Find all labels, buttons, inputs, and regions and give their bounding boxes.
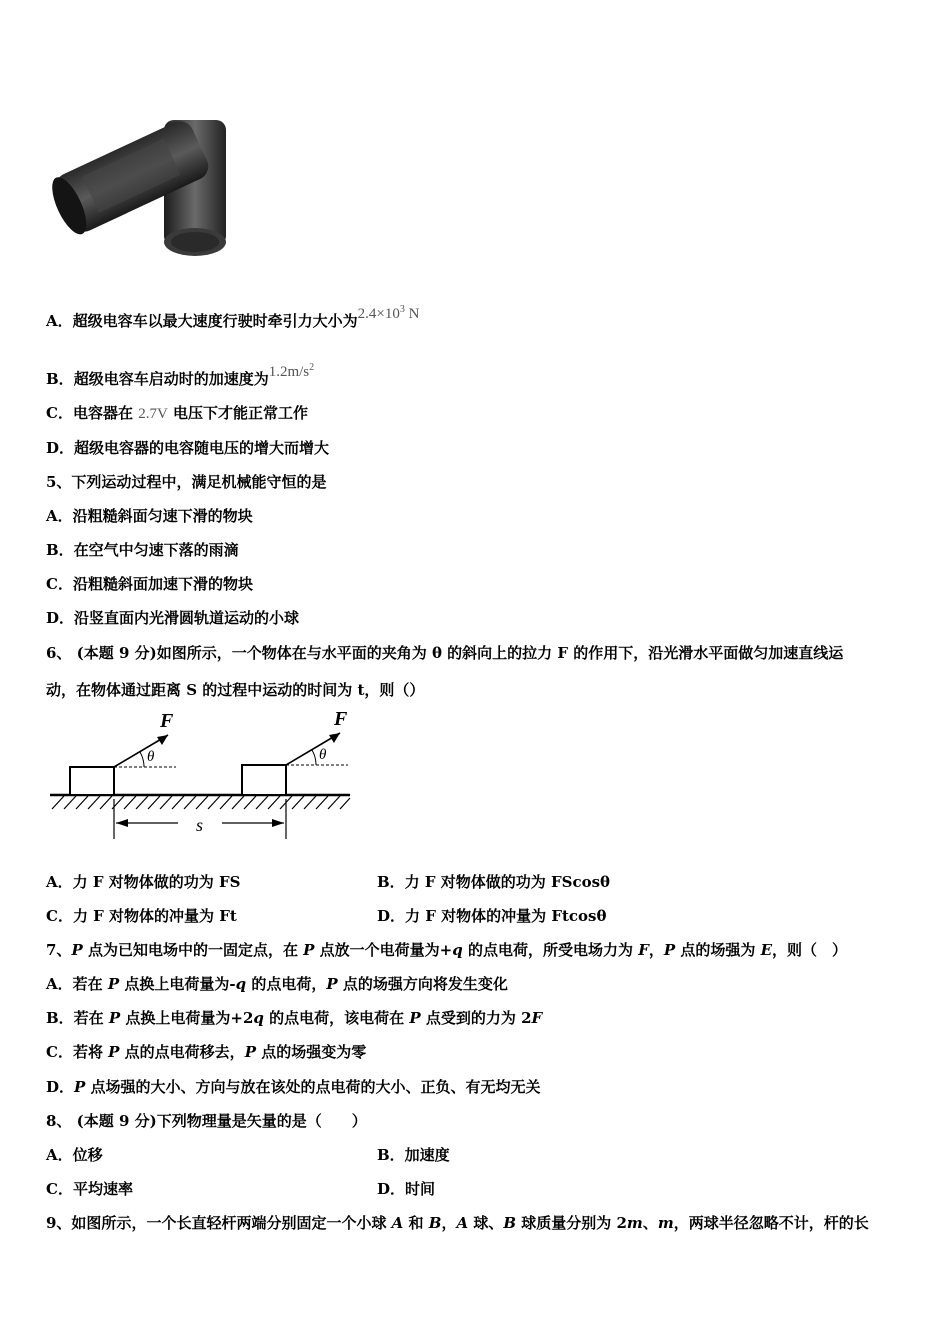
option-5a: A．沿粗糙斜面匀速下滑的物块 (46, 507, 253, 525)
force-label: F (334, 708, 348, 730)
option-prefix: B． (46, 370, 74, 388)
option-4d: D．超级电容器的电容随电压的增大而增大 (46, 439, 330, 457)
force-diagram (46, 705, 356, 847)
block-end (242, 765, 286, 795)
question-5-stem: 5、下列运动过程中，满足机械能守恒的是 (46, 473, 327, 491)
option-4b (46, 358, 314, 389)
option-6d: D．力 F 对物体的冲量为 Ftcosθ (377, 907, 607, 925)
option-5b: B．在空气中匀速下落的雨滴 (46, 541, 239, 559)
option-6a: A．力 F 对物体做的功为 FS (46, 873, 241, 891)
distance-label: s (196, 815, 204, 835)
option-prefix: C． (46, 404, 73, 422)
capacitor-photo (46, 96, 236, 262)
distance-arrowhead-left (116, 819, 128, 827)
force-formula: $2.4\times 10^3$ N (357, 304, 420, 322)
block-start (70, 767, 114, 795)
angle-label: θ (147, 749, 155, 765)
option-prefix: A． (46, 312, 73, 330)
acceleration-formula: $1.2m/s^2$ (268, 362, 315, 380)
option-text: 电压下才能正常工作 (167, 404, 309, 422)
question-9-stem: 9、如图所示，一个长直轻杆两端分别固定一个小球 A 和 B，A 球、B 球质量分别为 2m、m，两球半径忽略不计，杆的长 (46, 1214, 869, 1232)
option-7c: C．若将 P 点的点电荷移去，P 点的场强变为零 (46, 1043, 367, 1061)
option-7a: A．若在 P 点换上电荷量为-q 的点电荷，P 点的场强方向将发生变化 (46, 975, 508, 993)
angle-label: θ (319, 747, 327, 763)
angle-arc (140, 752, 144, 767)
option-6c: C．力 F 对物体的冲量为 Ft (46, 907, 237, 925)
voltage-formula: 2.7V (138, 406, 168, 422)
option-text: 电容器在 (72, 404, 139, 422)
question-7-stem: 7、P 点为已知电场中的一固定点，在 P 点放一个电荷量为+q 的点电荷，所受电场力为 F，P 点的场强为 E，则（ ） (46, 941, 848, 959)
option-4c (46, 403, 308, 424)
option-8a: A．位移 (46, 1146, 103, 1164)
option-5c: C．沿粗糙斜面加速下滑的物块 (46, 575, 253, 593)
question-8-stem: 8、 (本题 9 分)下列物理量是矢量的是（ ） (46, 1112, 367, 1130)
option-8d: D．时间 (377, 1180, 436, 1198)
angle-arc (312, 750, 316, 765)
option-8b: B．加速度 (377, 1146, 450, 1164)
option-5d: D．沿竖直面内光滑圆轨道运动的小球 (46, 609, 300, 627)
option-text: 超级电容车启动时的加速度为 (73, 370, 269, 388)
option-text: 超级电容车以最大速度行驶时牵引力大小为 (72, 312, 358, 330)
ground-hatching (52, 796, 350, 809)
force-label: F (160, 710, 174, 732)
option-4a (46, 300, 419, 331)
distance-arrowhead-right (272, 819, 284, 827)
option-7d: D．P 点场强的大小、方向与放在该处的点电荷的大小、正负、有无均无关 (46, 1078, 541, 1096)
question-6-stem-line1: 6、 (本题 9 分)如图所示，一个物体在与水平面的夹角为 θ 的斜向上的拉力 F 的作用下，沿光滑水平面做匀加速直线运 (46, 644, 844, 662)
option-6b: B．力 F 对物体做的功为 FScosθ (377, 873, 611, 891)
option-7b: B．若在 P 点换上电荷量为+2q 的点电荷，该电荷在 P 点受到的力为 2F (46, 1009, 543, 1027)
question-6-stem-line2: 动，在物体通过距离 S 的过程中运动的时间为 t，则（） (46, 681, 425, 699)
option-8c: C．平均速率 (46, 1180, 133, 1198)
